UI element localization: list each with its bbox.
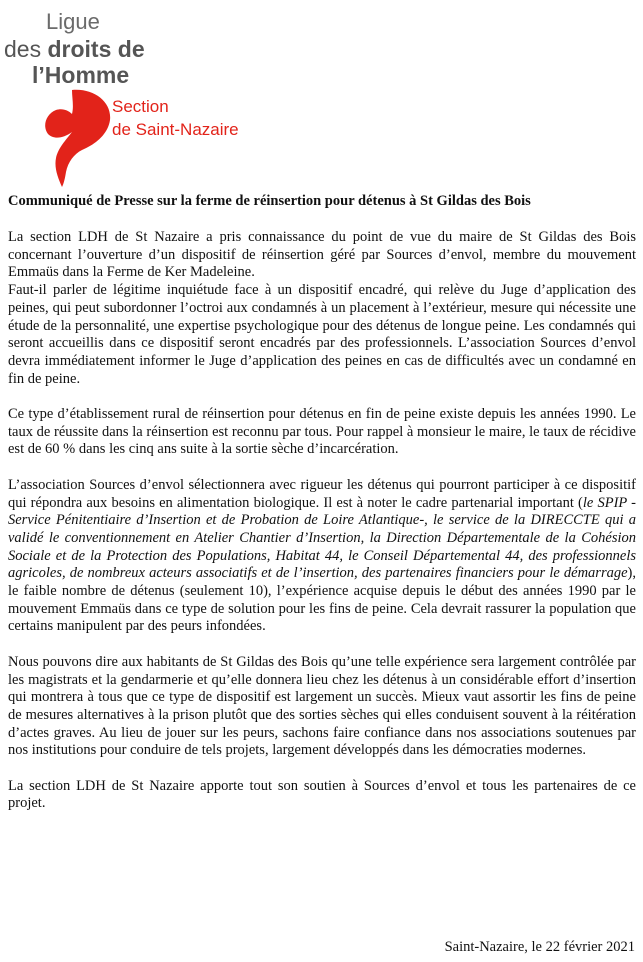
logo-droits-bold: droits de	[47, 36, 145, 62]
logo-homme-text: l’Homme	[32, 62, 130, 88]
logo-des-prefix: des	[4, 36, 48, 62]
paragraph-4-start: L’association Sources d’envol sélectionnera avec rigueur les détenus qui pourront participer à ce dispositif qui répondra aux besoins en alimentation biologique. Il est à noter le cadre partenarial important (	[8, 476, 636, 511]
paragraph-6: La section LDH de St Nazaire apporte tout son soutien à Sources d’envol et tous les partenaires de ce projet.	[8, 777, 636, 812]
flame-icon	[34, 88, 114, 188]
partners-list: le SPIP -Service Pénitentiaire d’Insertion et de Probation de Loire Atlantique-, le service de la DIRECCTE qui a validé le conventionnement en Atelier Chantier d’Insertion, la Direction Départementale de la Cohésion Sociale et de la Protection des Populations, Habitat 44, le Conseil Départemental 44, des professionnels agricoles, de nombreux acteurs associatifs et de l’insertion, des partenaires financiers pour le démarrage	[8, 494, 636, 582]
logo-ligue-text: Ligue	[46, 9, 100, 34]
press-release-body	[8, 229, 636, 813]
logo-city-text: de Saint-Nazaire	[112, 120, 239, 139]
paragraph-5: Nous pouvons dire aux habitants de St Gildas des Bois qu’une telle expérience sera largement contrôlée par les magistrats et la gendarmerie et qu’elle donnera lieu chez les détenus à un considérable effort d’insertion qui montrera à tous que ce type de dispositif est largement un succès. Mieux vaut assortir les fins de peine de mesures alternatives à la prison plutôt que des sorties sèches qui elles conduisent souvent à la réitération d’actes graves. Au lieu de jouer sur les peurs, sachons faire confiance dans nos associations soutenues par nos institutions pour conduire de tels projets, largement développés dans les démocraties modernes.	[8, 653, 636, 759]
ldh-logo	[0, 0, 300, 190]
paragraph-1: La section LDH de St Nazaire a pris connaissance du point de vue du maire de St Gildas des Bois concernant l’ouverture d’un dispositif de réinsertion géré par Sources d’envol, membre du mouvement Emmaüs dans la Ferme de Ker Madeleine.	[8, 229, 636, 281]
logo-section-text: Section	[112, 97, 169, 116]
press-release-title: Communiqué de Presse sur la ferme de réinsertion pour détenus à St Gildas des Bois	[8, 193, 531, 209]
paragraph-2: Faut-il parler de légitime inquiétude face à un dispositif encadré, qui relève du Juge d’application des peines, qui peut subordonner l’octroi aux condamnés à un placement à l’extérieur, mesure qui nécessite une étude de la personnalité, une expertise psychologique pour des détenus de longue peine. Les condamnés qui seront accueillis dans ce dispositif seront encadrés par des professionnels. L’association Sources d’envol devra immédiatement informer le Juge d’application des peines en cas de difficultés avec un condamné en fin de peine.	[8, 282, 636, 387]
paragraph-3: Ce type d’établissement rural de réinsertion pour détenus en fin de peine existe depuis les années 1990. Le taux de réussite dans la réinsertion est reconnu par tous. Pour rappel à monsieur le maire, le taux de récidive est de 60 % dans les cinq ans suite à la sortie sèche d’incarcération.	[8, 406, 636, 458]
logo-droits-text	[4, 38, 145, 61]
paragraph-4	[8, 477, 636, 636]
paragraph-4-end: ), le faible nombre de détenus (seulement 10), l’expérience acquise depuis le début des années 1990 par le mouvement Emmaüs dans ce type de solution pour les fins de peine. Cela devrait rassurer la population que certains manipulent par des peurs infondées.	[8, 565, 636, 635]
signature-date: Saint-Nazaire, le 22 février 2021	[444, 939, 635, 955]
